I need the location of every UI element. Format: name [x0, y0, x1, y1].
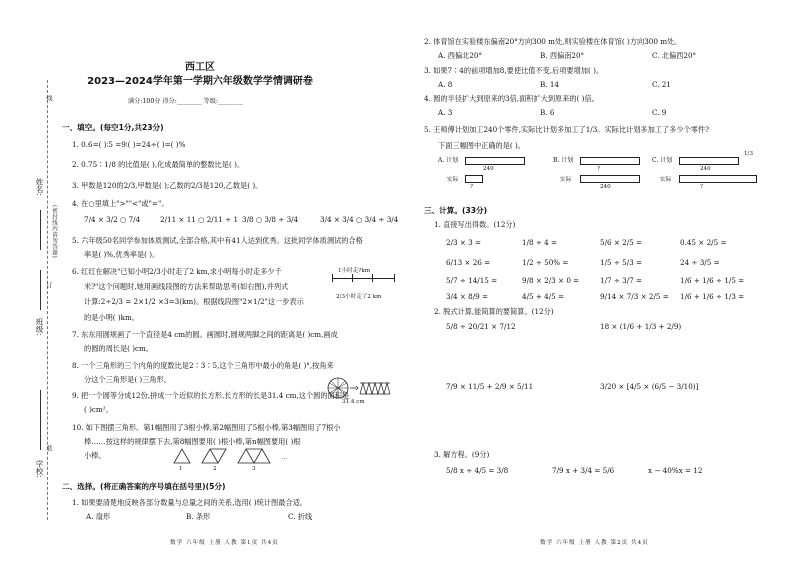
s2q5-option-c: C. 计划 — [652, 157, 673, 164]
s2q2-option-b: B. 西偏南20° — [540, 51, 585, 60]
s2q5-a-actual-bar — [465, 175, 483, 183]
section3-heading: 三、计算。(33分) — [424, 206, 488, 215]
s2q5-a-question: ? — [470, 184, 473, 190]
s2q5-c-240: 240 — [700, 166, 711, 172]
q7-line1: 7. 东东用圆规画了一个直径是4 cm的圆。画圆时,圆规两脚之间的距离是( )cm,画成 — [72, 330, 338, 339]
q5-line1: 5. 六年级50名同学参加体质测试,全部合格,其中有41人达到优秀。这批同学体质测试的合格 — [72, 236, 363, 245]
c3-item-3: x − 40%x = 12 — [648, 466, 703, 475]
c3-item-2: 7/9 x + 3/4 = 5/6 — [552, 466, 615, 475]
c2-item-3: 7/9 × 11/5 + 2/9 × 5/11 — [446, 382, 534, 391]
binding-seam — [47, 80, 48, 520]
exam-title: 2023—2024学年第一学期六年级数学学情调研卷 — [87, 76, 313, 87]
s2q5-b-actual-bar — [580, 175, 640, 183]
q6-figure-tick-0 — [332, 274, 333, 282]
calc-item: 24 ÷ 3/5 = — [680, 258, 720, 267]
s2q5-c-actual-bar — [679, 175, 757, 183]
c2-item-2: 18 × (1/6 + 1/3 + 2/9) — [600, 322, 682, 331]
s2q3-option-a: A. 8 — [438, 80, 453, 89]
q10-fig-1: 1 — [179, 466, 183, 472]
calc-item: 1/6 + 1/6 ÷ 1/3 = — [680, 292, 745, 301]
q6-figure-tick-2 — [372, 274, 373, 282]
name-label: 姓名: — [35, 178, 44, 196]
calc-item: 2/3 × 3 = — [446, 238, 482, 247]
s2q4-option-b: B. 6 — [540, 108, 555, 117]
q6-line1: 6. 红红在解决"已知小明2/3小时走了2 km,求小明每小时走多少千 — [72, 267, 282, 276]
s2q2-option-c: C. 北偏西20° — [652, 51, 697, 60]
calc-item: 6/13 × 26 = — [446, 258, 491, 267]
q4-item-4: 3/4 × 3/4 ○ 3/4 ÷ 3/4 — [320, 215, 399, 224]
s2q5-b-240: 240 — [600, 184, 611, 190]
q1-text: 1. 0.6=( )∶5 =9∶( )=24÷( )=( )% — [72, 140, 186, 149]
seal-note: (密封线内请勿答题) — [51, 205, 57, 259]
q4-item-2: 2/11 × 11 ○ 2/11 ÷ 1 — [160, 215, 239, 224]
name-fill-line — [40, 210, 41, 250]
s2q5-a-actual: 实际 — [447, 177, 459, 183]
q10-line1: 10. 如下图摆三角形。第1幅图用了3根小棒,第2幅图用了5根小棒,第3幅图用了7根小 — [72, 423, 341, 432]
section2-heading: 二、选择。(将正确答案的序号填在括号里)(5分) — [62, 482, 226, 491]
s2q4-text: 4. 圆的半径扩大到原来的3倍,面积扩大到原来的( )倍。 — [424, 94, 599, 103]
q10-line3: 小棒。 — [84, 451, 106, 460]
binding-mark-order: 订 — [45, 282, 52, 288]
q10-line2: 棒……按这样的规律摆下去,第8幅图要用( )根小棒,第n幅图要用( )根 — [84, 437, 301, 446]
calc-item: 0.45 × 2/5 = — [680, 238, 727, 247]
s2q1-option-b: B. 条形 — [186, 512, 211, 521]
class-label: 班级: — [35, 318, 44, 336]
q4-item-3: 3/8 ○ 3/8 ÷ 3/4 — [242, 215, 299, 224]
s2q5-line1: 5. 王师傅计划加工240个零件,实际比计划多加工了1/3。实际比计划多加工了多少个零件? — [424, 125, 709, 134]
calc-item: 4/5 + 4/5 = — [522, 292, 565, 301]
calc-item: 1/7 ÷ 3/7 = — [600, 276, 643, 285]
q6-line4: 的是小明( )km。 — [84, 313, 140, 322]
q6-figure-bar — [332, 278, 394, 279]
q4-item-1: 7/4 × 3/2 ○ 7/4 — [84, 215, 141, 224]
binding-mark-line: 线 — [45, 95, 52, 101]
school-fill-line — [40, 390, 41, 450]
q10-fig-2: 2 — [213, 466, 217, 472]
q6-line2: 米?"这个问题时,她用画线段图的方法来帮助思考(如右图),并列式 — [84, 282, 289, 291]
q8-line1: 8. 一个三角形的三个内角的度数比是2∶3∶5,这个三角形中最小的角是( )°,按角来 — [72, 361, 334, 370]
s2q4-option-a: A. 3 — [438, 108, 453, 117]
q7-line2: 的圆的周长是( )cm。 — [84, 344, 154, 353]
s2q1-option-a: A. 扇形 — [86, 512, 111, 521]
s2q5-line2: 下面三幅图中正确的是( )。 — [438, 141, 525, 150]
q6-line3: 计算:2÷2/3 = 2×1/2 ×3=3(km)。根据线段图"2×1/2"这一步表示 — [84, 297, 304, 306]
q10-fig-more: … — [282, 455, 288, 461]
calc-item: 1/8 ÷ 4 = — [522, 238, 558, 247]
score-line: 满分:100分 得分:________ 等级:________ — [128, 98, 243, 105]
q6-figure-tick-3 — [394, 274, 395, 282]
section1-heading: 一、填空。(每空1分,共23分) — [62, 123, 164, 132]
district-title: 西工区 — [185, 62, 215, 73]
s2q5-c-question: ? — [700, 184, 703, 190]
s2q3-option-b: B. 14 — [540, 80, 559, 89]
s2q5-c-actual: 实际 — [660, 177, 672, 183]
c3-item-1: 5/8 x ÷ 4/5 = 3/8 — [446, 466, 509, 475]
q4-text: 4. 在○里填上">""<"或"="。 — [72, 199, 169, 208]
s2q3-text: 3. 如果7∶4的前项增加8,要使比值不变,后项要增加( )。 — [424, 66, 604, 75]
footer-page-2: 数学 六年级 上册 人教 第2页 共4页 — [540, 540, 649, 546]
q6-figure-tick-1 — [352, 274, 353, 282]
q10-fig-3: 3 — [252, 466, 256, 472]
s2q5-option-a: A. 计划 — [438, 157, 459, 164]
footer-page-1: 数学 六年级 上册 人教 第1页 共4页 — [170, 540, 279, 546]
s2q1-text: 1. 如果要清楚地反映各部分数量与总量之间的关系,选用( )统计图最合适。 — [72, 498, 307, 507]
calc-item: 1/2 ÷ 50% = — [522, 258, 569, 267]
calc-item: 5/7 ÷ 14/15 = — [446, 276, 498, 285]
s2q5-a-plan-bar — [465, 157, 525, 165]
s2q3-option-c: C. 21 — [652, 80, 671, 89]
s2q5-b-plan-bar — [580, 157, 640, 165]
c3-heading: 3. 解方程。(9分) — [434, 450, 490, 459]
calc-item: 1/6 + 1/6 ÷ 1/5 = — [680, 276, 745, 285]
q9-line1: 9. 把一个圆等分成12份,拼成一个近似的长方形,长方形的长是31.4 cm,这个圆的面积是 — [72, 391, 350, 400]
binding-mark-bind: 装 — [45, 445, 52, 451]
c2-heading: 2. 脱式计算,能简算的要简算。(12分) — [434, 307, 554, 316]
class-fill-line — [40, 270, 41, 310]
school-label: 学校: — [35, 460, 44, 478]
s2q5-option-b: B. 计划 — [553, 157, 574, 164]
s2q4-option-c: C. 9 — [652, 108, 667, 117]
s2q5-c-fraction: 1/3 — [744, 151, 754, 157]
q9-figure-label: 31.4 cm — [342, 399, 365, 405]
q10-triangles — [170, 445, 290, 467]
c2-item-4: 3/20 × [4/5 × (6/5 − 3/10)] — [600, 382, 699, 391]
q9-line2: ( )cm²。 — [84, 405, 113, 414]
q3-text: 3. 甲数是120的2/3,甲数是( );乙数的2/3是120,乙数是( )。 — [72, 181, 263, 190]
s2q2-option-a: A. 西偏北20° — [438, 51, 483, 60]
calc-item: 9/8 × 2/3 × 0 = — [522, 276, 580, 285]
s2q1-option-c: C. 折线 — [288, 512, 313, 521]
s2q5-c-plan-bar — [679, 157, 739, 165]
c2-item-1: 5/8 ÷ 20/21 × 7/12 — [446, 322, 516, 331]
calc-item: 9/14 × 7/3 × 2/5 = — [600, 292, 669, 301]
s2q5-b-actual: 实际 — [560, 177, 572, 183]
calc-item: 5/6 × 2/5 = — [600, 238, 643, 247]
s2q5-a-240: 240 — [483, 166, 494, 172]
s2q5-b-question: ? — [597, 166, 600, 172]
q6-figure-top-label: 1小时走?km — [338, 268, 371, 274]
c1-heading: 1. 直接写出得数。(12分) — [434, 220, 516, 229]
calc-item: 3/4 × 8/9 = — [446, 292, 489, 301]
s2q2-text: 2. 体育馆在实验楼东偏南20°方向300 m处,则实验楼在体育馆( )方向300 m处。 — [424, 37, 682, 46]
q2-text: 2. 0.75∶1/8 的比值是( ),化成最简单的整数比是( )。 — [72, 160, 245, 169]
q6-figure-bottom-label: 2/3小时走了2 km — [336, 294, 382, 300]
q8-line2: 分这个三角形是( )三角形。 — [84, 375, 171, 384]
calc-item: 1/5 ÷ 5/3 = — [600, 258, 643, 267]
q5-line2: 率是( )%,优秀率是( )。 — [84, 250, 160, 259]
